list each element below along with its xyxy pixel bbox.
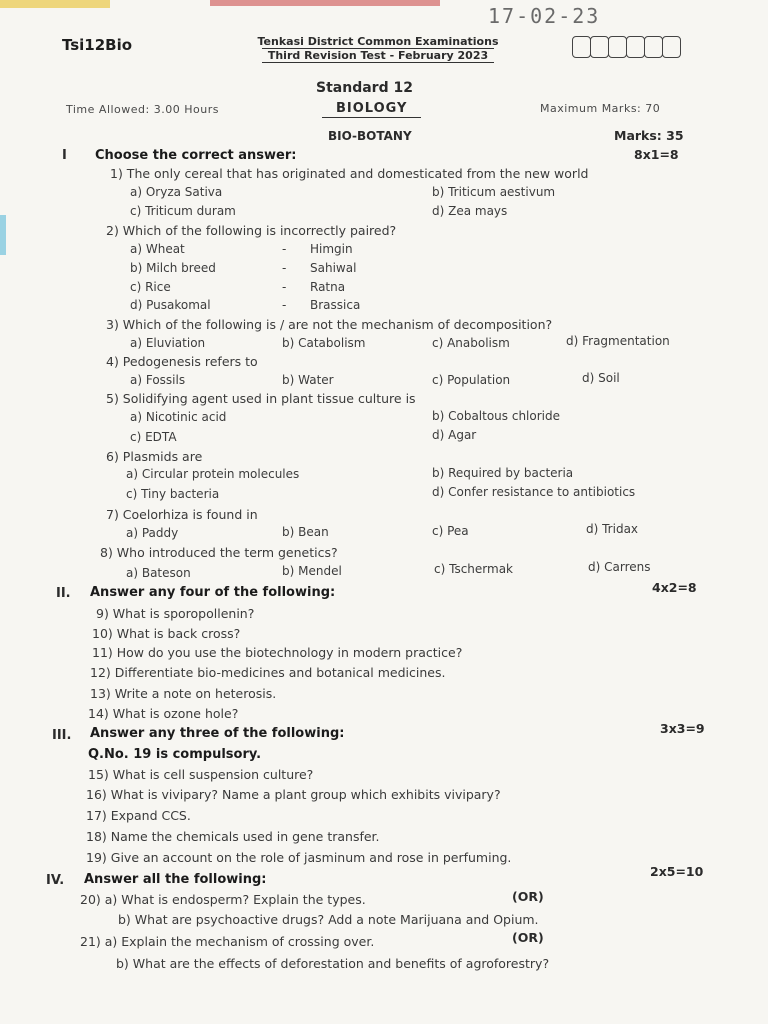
paper-code: Tsi12Bio <box>62 36 133 54</box>
handwritten-date: 17-02-23 <box>488 4 601 28</box>
compulsory-note: Q.No. 19 is compulsory. <box>88 747 262 762</box>
pair-value: Brassica <box>310 298 361 312</box>
edge-color-strip <box>210 0 440 6</box>
section-number: IV. <box>46 873 65 888</box>
option-b: b) Mendel <box>282 564 342 578</box>
part-marks: Marks: 35 <box>614 128 684 143</box>
question-text: 21) a) Explain the mechanism of crossing over. <box>80 934 375 949</box>
exam-title <box>228 35 528 63</box>
question-text: 6) Plasmids are <box>106 449 203 464</box>
register-box <box>590 36 609 58</box>
subject-title: BIOLOGY <box>322 101 421 118</box>
option-d: d) Fragmentation <box>566 334 670 348</box>
section-heading: Choose the correct answer: <box>95 148 297 163</box>
option-d: d) Confer resistance to antibiotics <box>432 485 636 499</box>
question-text: b) What are psychoactive drugs? Add a note Marijuana and Opium. <box>118 912 539 927</box>
option-c: c) Pea <box>432 524 469 538</box>
question-text: 8) Who introduced the term genetics? <box>100 545 338 560</box>
question-text: 18) Name the chemicals used in gene transfer. <box>86 829 380 844</box>
exam-title-line1: Tenkasi District Common Examinations <box>257 35 499 48</box>
maximum-marks: Maximum Marks: 70 <box>540 102 661 115</box>
option-d: d) Agar <box>432 428 477 442</box>
or-label: (OR) <box>512 930 544 945</box>
question-text: 7) Coelorhiza is found in <box>106 507 258 522</box>
pair-label: c) Rice <box>130 280 171 294</box>
option-d: d) Soil <box>582 371 620 385</box>
option-c: c) EDTA <box>130 430 177 444</box>
question-text: 10) What is back cross? <box>92 626 241 641</box>
section-marks: 8x1=8 <box>634 147 679 162</box>
register-box <box>662 36 681 58</box>
section-number: I <box>62 148 67 163</box>
option-b: b) Water <box>282 373 334 387</box>
register-box <box>572 36 591 58</box>
question-text: 13) Write a note on heterosis. <box>90 686 277 701</box>
option-c: c) Anabolism <box>432 336 510 350</box>
question-text: 20) a) What is endosperm? Explain the types. <box>80 892 366 907</box>
question-text: 11) How do you use the biotechnology in modern practice? <box>92 645 463 660</box>
option-b: b) Catabolism <box>282 336 366 350</box>
pair-value: Sahiwal <box>310 261 357 275</box>
option-c: c) Triticum duram <box>130 204 236 218</box>
option-c: c) Tschermak <box>434 562 513 576</box>
register-number-boxes <box>572 36 680 58</box>
pair-dash: - <box>282 242 287 256</box>
section-heading: Answer any four of the following: <box>90 585 336 600</box>
section-marks: 3x3=9 <box>660 721 705 736</box>
pair-value: Ratna <box>310 280 346 294</box>
option-a: a) Fossils <box>130 373 186 387</box>
pair-label: a) Wheat <box>130 242 185 256</box>
option-c: c) Tiny bacteria <box>126 487 220 501</box>
pair-dash: - <box>282 298 287 312</box>
option-b: b) Cobaltous chloride <box>432 409 561 423</box>
question-text: 16) What is vivipary? Name a plant group which exhibits vivipary? <box>86 787 501 802</box>
option-d: d) Carrens <box>588 560 651 574</box>
question-text: 2) Which of the following is incorrectly paired? <box>106 223 397 238</box>
part-title: BIO-BOTANY <box>328 129 412 143</box>
question-text: 3) Which of the following is / are not the mechanism of decomposition? <box>106 317 553 332</box>
pair-label: d) Pusakomal <box>130 298 211 312</box>
section-heading: Answer any three of the following: <box>90 726 345 741</box>
option-a: a) Bateson <box>126 566 191 580</box>
option-d: d) Tridax <box>586 522 639 536</box>
pair-dash: - <box>282 280 287 294</box>
pair-label: b) Milch breed <box>130 261 216 275</box>
section-number: III. <box>52 728 72 743</box>
section-marks: 4x2=8 <box>652 580 697 595</box>
question-text: b) What are the effects of deforestation and benefits of agroforestry? <box>116 956 550 971</box>
section-heading: Answer all the following: <box>84 872 267 887</box>
edge-color-strip <box>0 0 110 8</box>
pair-dash: - <box>282 261 287 275</box>
question-text: 17) Expand CCS. <box>86 808 191 823</box>
option-a: a) Paddy <box>126 526 179 540</box>
question-text: 9) What is sporopollenin? <box>96 606 255 621</box>
register-box <box>644 36 663 58</box>
question-text: 19) Give an account on the role of jasminum and rose in perfuming. <box>86 850 512 865</box>
option-d: d) Zea mays <box>432 204 508 218</box>
register-box <box>608 36 627 58</box>
section-marks: 2x5=10 <box>650 864 704 879</box>
question-text: 12) Differentiate bio-medicines and botanical medicines. <box>90 665 446 680</box>
question-text: 1) The only cereal that has originated and domesticated from the new world <box>110 166 589 181</box>
pair-value: Himgin <box>310 242 353 256</box>
exam-title-line2: Third Revision Test - February 2023 <box>262 48 494 63</box>
time-allowed: Time Allowed: 3.00 Hours <box>66 103 219 116</box>
register-box <box>626 36 645 58</box>
question-text: 14) What is ozone hole? <box>88 706 239 721</box>
edge-color-strip <box>0 215 6 255</box>
or-label: (OR) <box>512 889 544 904</box>
option-a: a) Circular protein molecules <box>126 467 300 481</box>
question-text: 4) Pedogenesis refers to <box>106 354 258 369</box>
option-b: b) Required by bacteria <box>432 466 574 480</box>
option-a: a) Nicotinic acid <box>130 410 227 424</box>
option-a: a) Oryza Sativa <box>130 185 223 199</box>
option-c: c) Population <box>432 373 511 387</box>
question-text: 5) Solidifying agent used in plant tissue culture is <box>106 391 416 406</box>
option-a: a) Eluviation <box>130 336 206 350</box>
section-number: II. <box>56 586 71 601</box>
option-b: b) Bean <box>282 525 329 539</box>
option-b: b) Triticum aestivum <box>432 185 556 199</box>
question-text: 15) What is cell suspension culture? <box>88 767 314 782</box>
standard-label: Standard 12 <box>316 80 413 96</box>
